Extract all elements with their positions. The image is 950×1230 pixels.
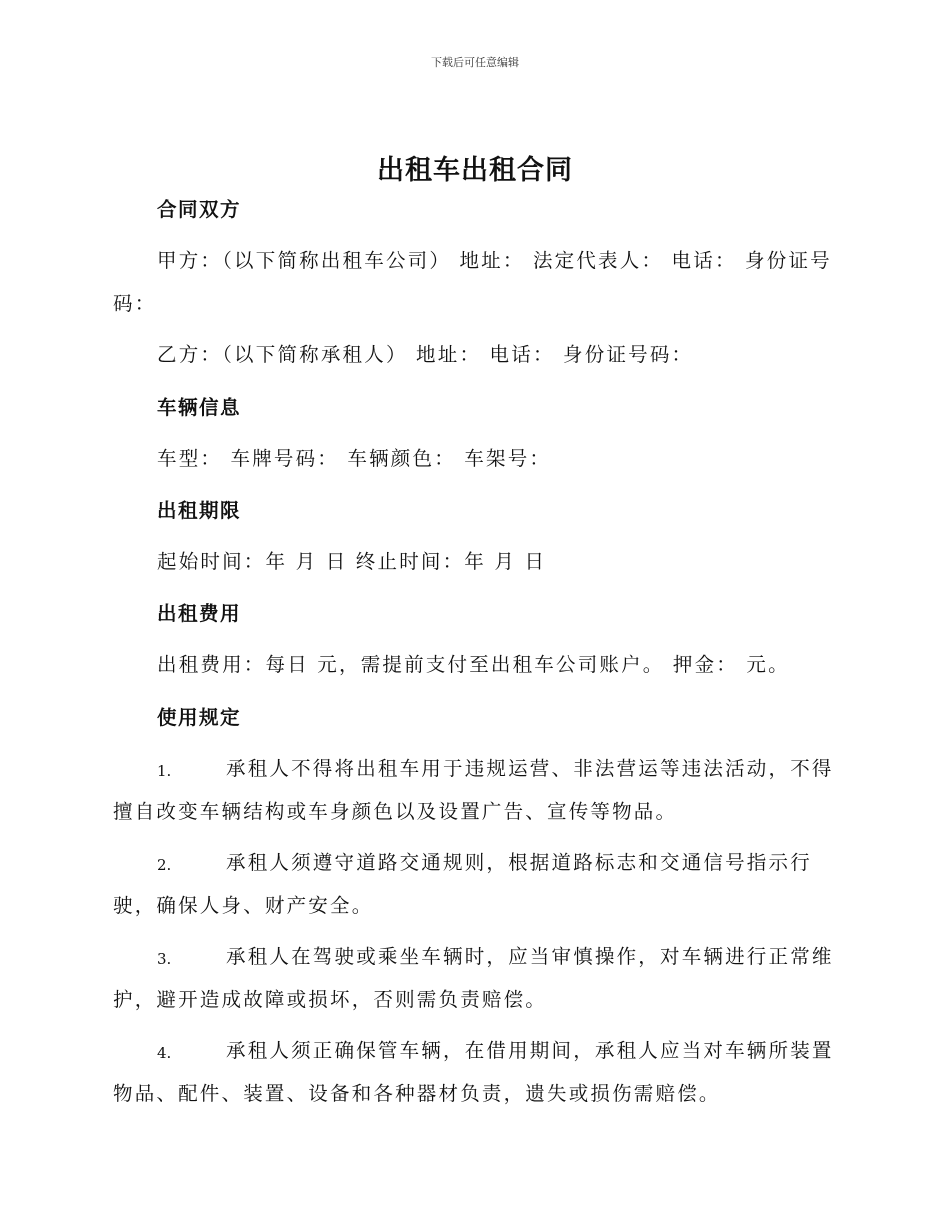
section-heading-fees: 出租费用 xyxy=(157,602,242,625)
section-heading-vehicle: 车辆信息 xyxy=(157,396,242,419)
rule-number: 2. xyxy=(157,856,172,874)
party-b-line: 乙方：（以下简称承租人） 地址： 电话： 身份证号码： xyxy=(157,343,694,366)
vehicle-details: 车型： 车牌号码： 车辆颜色： 车架号： xyxy=(157,447,552,470)
section-heading-parties: 合同双方 xyxy=(157,198,242,221)
term-details: 起始时间：年 月 日 终止时间：年 月 日 xyxy=(157,550,547,573)
rule-text-line-continued: 驶，确保人身、财产安全。 xyxy=(113,894,374,917)
party-a-line: 甲方：（以下简称出租车公司） 地址： 法定代表人： 电话： 身份证号 xyxy=(157,249,832,272)
fees-details: 出租费用：每日 元，需提前支付至出租车公司账户。 押金： 元。 xyxy=(157,653,790,676)
section-heading-rules: 使用规定 xyxy=(157,706,242,729)
document-title: 出租车出租合同 xyxy=(377,155,573,186)
rule-text-line: 承租人在驾驶或乘坐车辆时，应当审慎操作，对车辆进行正常维 xyxy=(226,945,834,968)
rule-text-line: 承租人不得将出租车用于违规运营、非法营运等违法活动，不得 xyxy=(226,757,834,780)
rule-number: 3. xyxy=(157,950,172,968)
rule-text-line: 承租人须正确保管车辆，在借用期间，承租人应当对车辆所装置 xyxy=(226,1039,834,1062)
rule-text-line-continued: 擅自改变车辆结构或车身颜色以及设置广告、宣传等物品。 xyxy=(113,800,678,823)
rule-number: 1. xyxy=(157,762,172,780)
section-heading-term: 出租期限 xyxy=(157,499,242,522)
header-note: 下载后可任意编辑 xyxy=(431,56,519,69)
rule-text-line: 承租人须遵守道路交通规则，根据道路标志和交通信号指示行 xyxy=(226,851,812,874)
rule-text-line-continued: 护，避开造成故障或损坏，否则需负责赔偿。 xyxy=(113,988,548,1011)
party-a-line-continued: 码： xyxy=(113,292,157,315)
rule-text-line-continued: 物品、配件、装置、设备和各种器材负责，遗失或损伤需赔偿。 xyxy=(113,1082,721,1105)
rule-number: 4. xyxy=(157,1044,172,1062)
